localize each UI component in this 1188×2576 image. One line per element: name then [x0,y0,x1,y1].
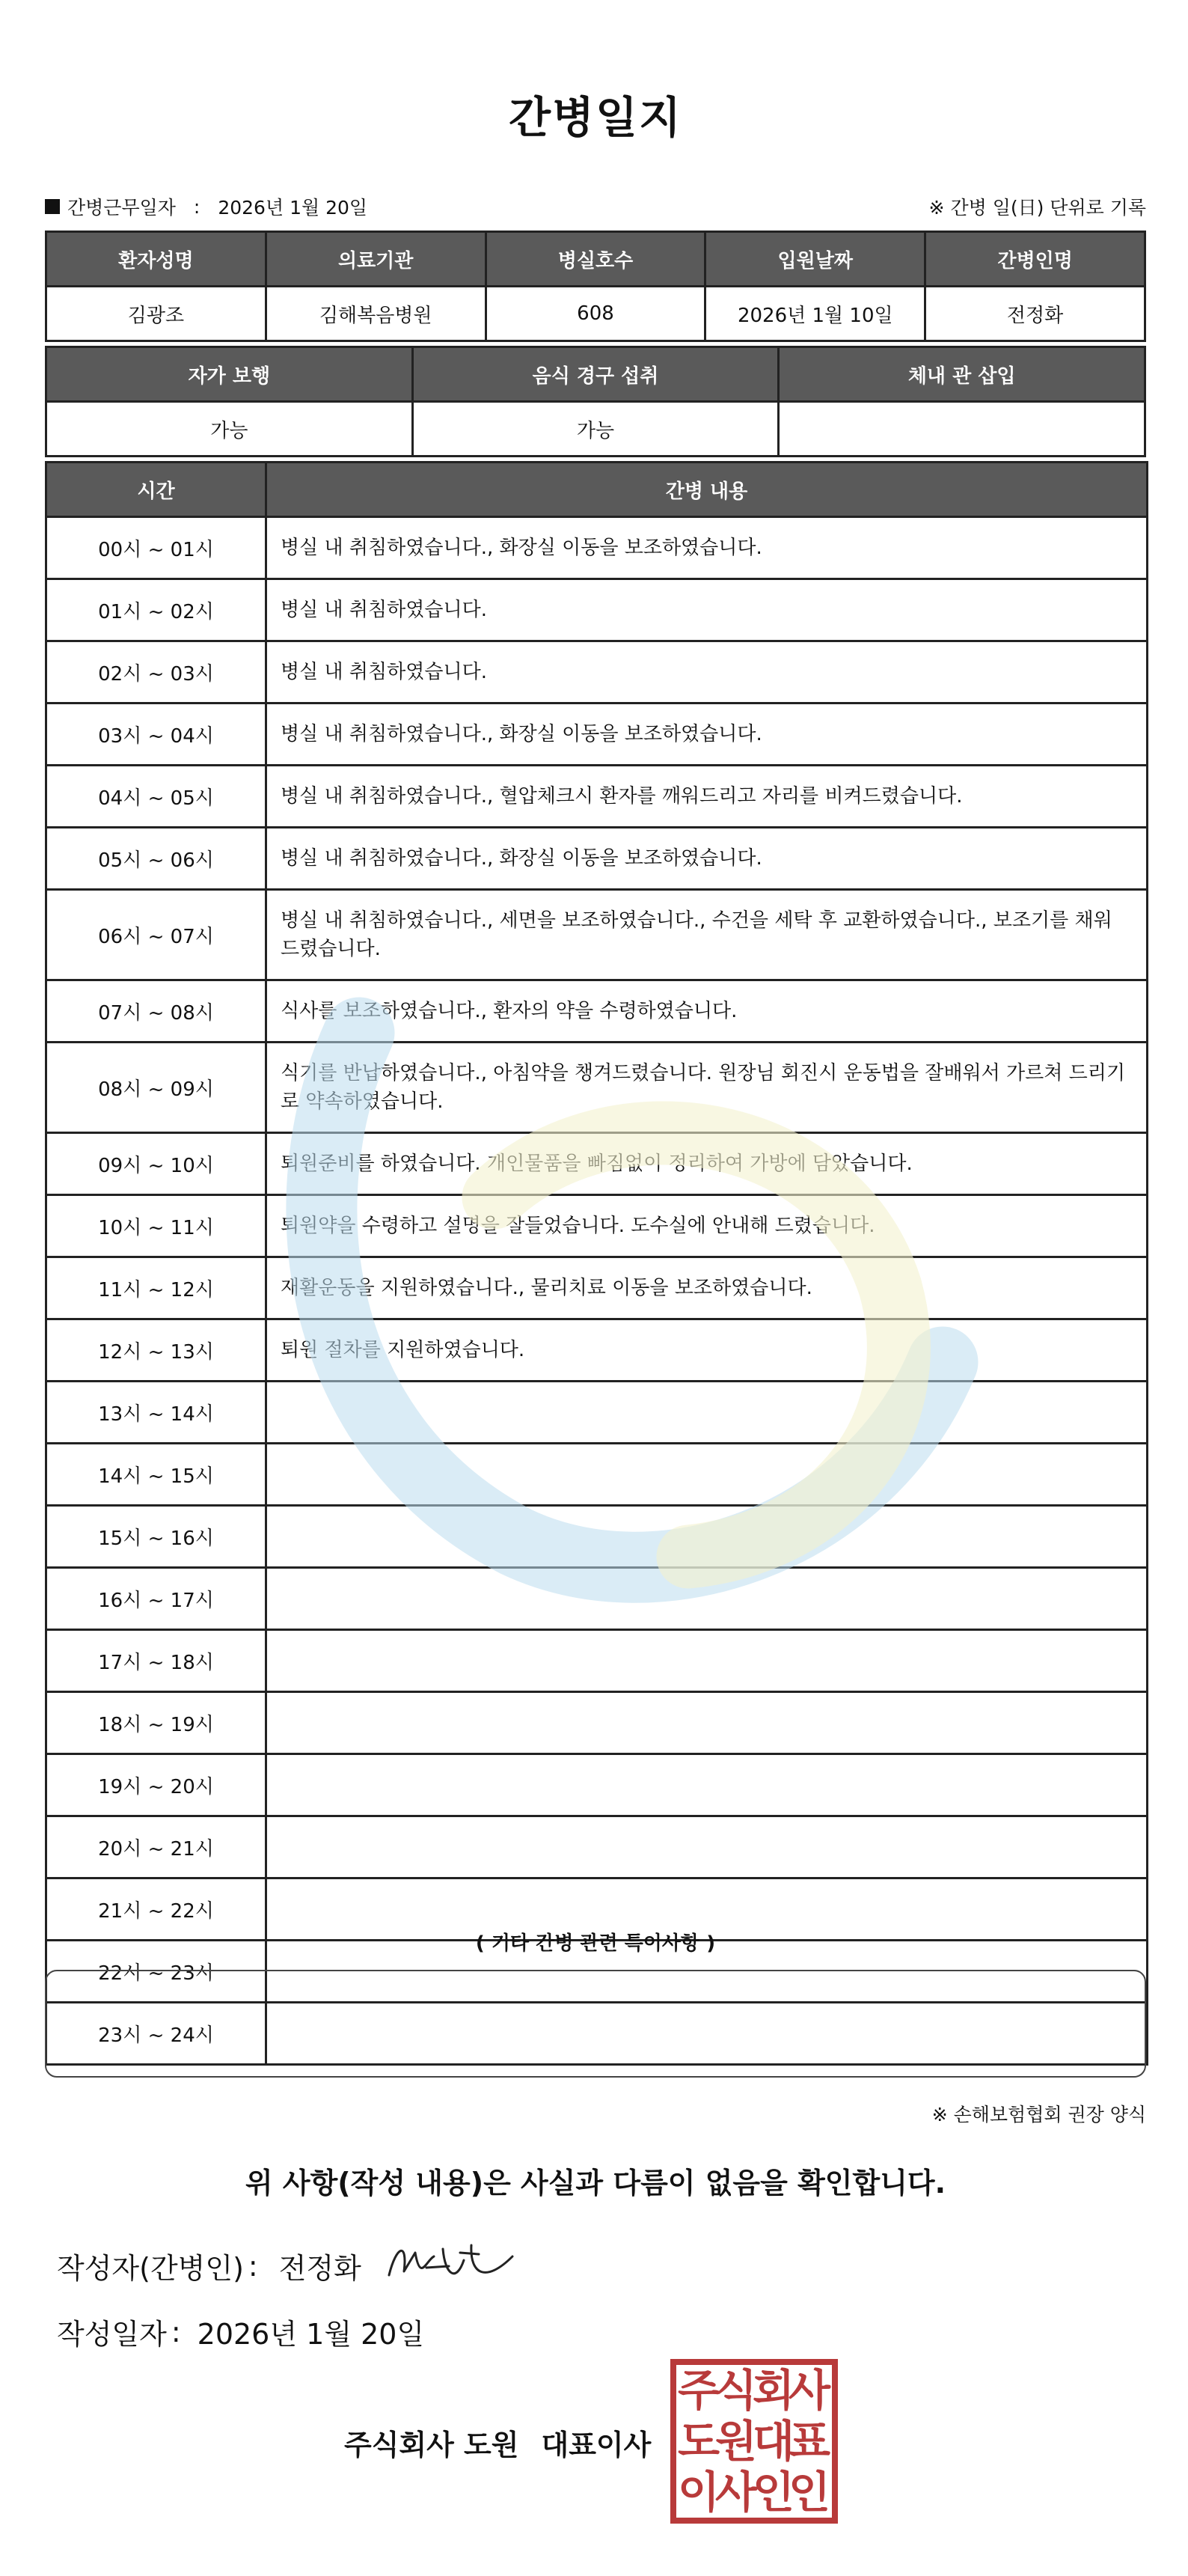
care-log-content [266,1630,1148,1692]
care-log-row [46,517,1148,579]
svg-text:이: 이 [677,2467,720,2518]
company-line [344,2422,651,2463]
caregiver-name: 전정화 [925,287,1145,341]
care-log-row [46,1630,1148,1692]
info-header-caregiver: 간병인명 [925,232,1145,287]
company-title: 대표이사 [541,2429,652,2461]
patient-info-table [45,231,1146,342]
care-log-row [46,1257,1148,1319]
write-date-value: 2026년 1월 20일 [197,2318,425,2351]
care-log-row [46,828,1148,890]
care-header-time: 시간 [46,463,266,517]
care-log-time: 13시 ~ 14시 [46,1382,266,1444]
care-log-content [266,1506,1148,1568]
care-log-time: 11시 ~ 12시 [46,1257,266,1319]
care-log-time: 21시 ~ 22시 [46,1878,266,1941]
patient-condition-table [45,346,1146,457]
write-date-line [57,2311,424,2352]
care-log-content [266,1692,1148,1754]
care-log-time: 20시 ~ 21시 [46,1816,266,1878]
info-header-patient-name: 환자성명 [46,232,266,287]
care-log-content: 병실 내 취침하였습니다., 화장실 이동을 보조하였습니다. [266,517,1148,579]
care-log-time: 02시 ~ 03시 [46,641,266,703]
care-log-row [46,1319,1148,1382]
care-log-time: 19시 ~ 20시 [46,1754,266,1816]
care-log-table [45,461,1148,2066]
care-log-content [266,1444,1148,1506]
work-date-value: 2026년 1월 20일 [218,197,368,219]
care-log-time: 08시 ~ 09시 [46,1043,266,1133]
care-log-time: 22시 ~ 23시 [46,1941,266,2003]
care-log-row [46,1692,1148,1754]
recommendation-note: ※ 손해보험협회 권장 양식 [931,2104,1146,2125]
care-log-row [46,1444,1148,1506]
care-log-rows [46,517,1148,2065]
admission-date: 2026년 1월 10일 [705,287,925,341]
svg-text:인: 인 [752,2467,795,2518]
care-log-time: 05시 ~ 06시 [46,828,266,890]
svg-text:사: 사 [714,2467,758,2518]
cond-tube [779,402,1145,457]
care-log-time: 17시 ~ 18시 [46,1630,266,1692]
care-log-time: 10시 ~ 11시 [46,1195,266,1257]
company-seal-icon [670,2359,887,2524]
info-header-room: 병실호수 [486,232,705,287]
care-log-row [46,703,1148,766]
care-log-content: 식기를 반납하였습니다., 아침약을 챙겨드렸습니다. 원장님 회진시 운동법을 잘배워서 가르쳐 드리기로 약속하였습니다. [266,1043,1148,1133]
write-date-label: 작성일자 [57,2318,167,2351]
care-log-row [46,1195,1148,1257]
write-date-colon: : [171,2315,181,2348]
daily-record-note: ※ 간병 일(日) 단위로 기록 [928,197,1146,219]
care-log-content [266,1816,1148,1878]
care-header-content: 간병 내용 [266,463,1148,517]
care-log-content [266,1568,1148,1630]
care-log-row [46,579,1148,641]
care-log-row [46,1568,1148,1630]
care-log-time: 07시 ~ 08시 [46,980,266,1043]
cond-walking: 가능 [46,402,413,457]
care-log-time: 12시 ~ 13시 [46,1319,266,1382]
care-log-time: 01시 ~ 02시 [46,579,266,641]
care-log-content [266,1382,1148,1444]
care-log-row [46,1506,1148,1568]
care-log-row [46,641,1148,703]
info-header-admission-date: 입원날짜 [705,232,925,287]
meta-row [45,192,1146,222]
svg-text:표: 표 [788,2416,831,2467]
care-log-time: 00시 ~ 01시 [46,517,266,579]
care-log-time: 14시 ~ 15시 [46,1444,266,1506]
care-log-time: 16시 ~ 17시 [46,1568,266,1630]
work-date-colon: : [193,195,200,218]
care-log-time: 18시 ~ 19시 [46,1692,266,1754]
care-log-content: 병실 내 취침하였습니다. [266,579,1148,641]
cond-header-tube: 체내 관 삽입 [779,347,1145,402]
care-log-time: 03시 ~ 04시 [46,703,266,766]
square-bullet-icon [45,199,60,214]
cond-oral-intake: 가능 [412,402,779,457]
care-log-row [46,1043,1148,1133]
care-log-row [46,890,1148,980]
care-log-row [46,980,1148,1043]
care-log-content: 식사를 보조하였습니다., 환자의 약을 수령하였습니다. [266,980,1148,1043]
hospital-name: 김해복음병원 [266,287,486,341]
work-date-label: 간병근무일자 [67,197,176,219]
care-log-content: 퇴원약을 수령하고 설명을 잘들었습니다. 도수실에 안내해 드렸습니다. [266,1195,1148,1257]
writer-line [57,2245,361,2286]
special-notes-box [45,1970,1146,2078]
svg-text:대: 대 [752,2416,795,2467]
care-log-row [46,1754,1148,1816]
company-name: 주식회사 도원 [344,2429,519,2461]
work-date [45,193,367,220]
care-log-time: 06시 ~ 07시 [46,890,266,980]
care-log-row [46,1382,1148,1444]
svg-text:도: 도 [677,2416,720,2467]
care-log-content [266,1754,1148,1816]
cond-header-walking: 자가 보행 [46,347,413,402]
writer-name: 전정화 [278,2252,361,2285]
care-log-row [46,766,1148,828]
special-notes-title: ( 기타 간병 관련 특이사항 ) [475,1932,716,1955]
svg-text:사: 사 [788,2365,831,2416]
cond-header-oral-intake: 음식 경구 섭취 [412,347,779,402]
care-log-content: 재활운동을 지원하였습니다., 물리치료 이동을 보조하였습니다. [266,1257,1148,1319]
care-log-time: 04시 ~ 05시 [46,766,266,828]
svg-text:회: 회 [752,2365,795,2416]
care-log-content: 퇴원 절차를 지원하였습니다. [266,1319,1148,1382]
care-log-content: 병실 내 취침하였습니다., 화장실 이동을 보조하였습니다. [266,828,1148,890]
care-log-content: 병실 내 취침하였습니다., 혈압체크시 환자를 깨워드리고 자리를 비켜드렸습니다. [266,766,1148,828]
svg-text:주: 주 [677,2365,720,2416]
care-log-time: 15시 ~ 16시 [46,1506,266,1568]
signature-icon [374,2230,524,2295]
svg-text:식: 식 [714,2365,758,2416]
care-log-row [46,1816,1148,1878]
care-log-content: 병실 내 취침하였습니다., 세면을 보조하였습니다., 수건을 세탁 후 교환하였습니다., 보조기를 채워드렸습니다. [266,890,1148,980]
care-log-content: 병실 내 취침하였습니다. [266,641,1148,703]
svg-text:원: 원 [714,2416,758,2467]
room-number: 608 [486,287,705,341]
confirmation-statement: 위 사항(작성 내용)은 사실과 다름이 없음을 확인합니다. [245,2167,946,2200]
writer-colon: : [248,2249,258,2283]
page-title: 간병일지 [508,92,683,143]
care-log-row [46,1133,1148,1195]
patient-name: 김광조 [46,287,266,341]
writer-label: 작성자(간병인) [57,2252,244,2285]
info-header-hospital: 의료기관 [266,232,486,287]
svg-text:인: 인 [788,2467,831,2518]
care-log-time: 23시 ~ 24시 [46,2003,266,2065]
care-log-content: 병실 내 취침하였습니다., 화장실 이동을 보조하였습니다. [266,703,1148,766]
care-log-time: 09시 ~ 10시 [46,1133,266,1195]
care-log-content: 퇴원준비를 하였습니다. 개인물품을 빠짐없이 정리하여 가방에 담았습니다. [266,1133,1148,1195]
